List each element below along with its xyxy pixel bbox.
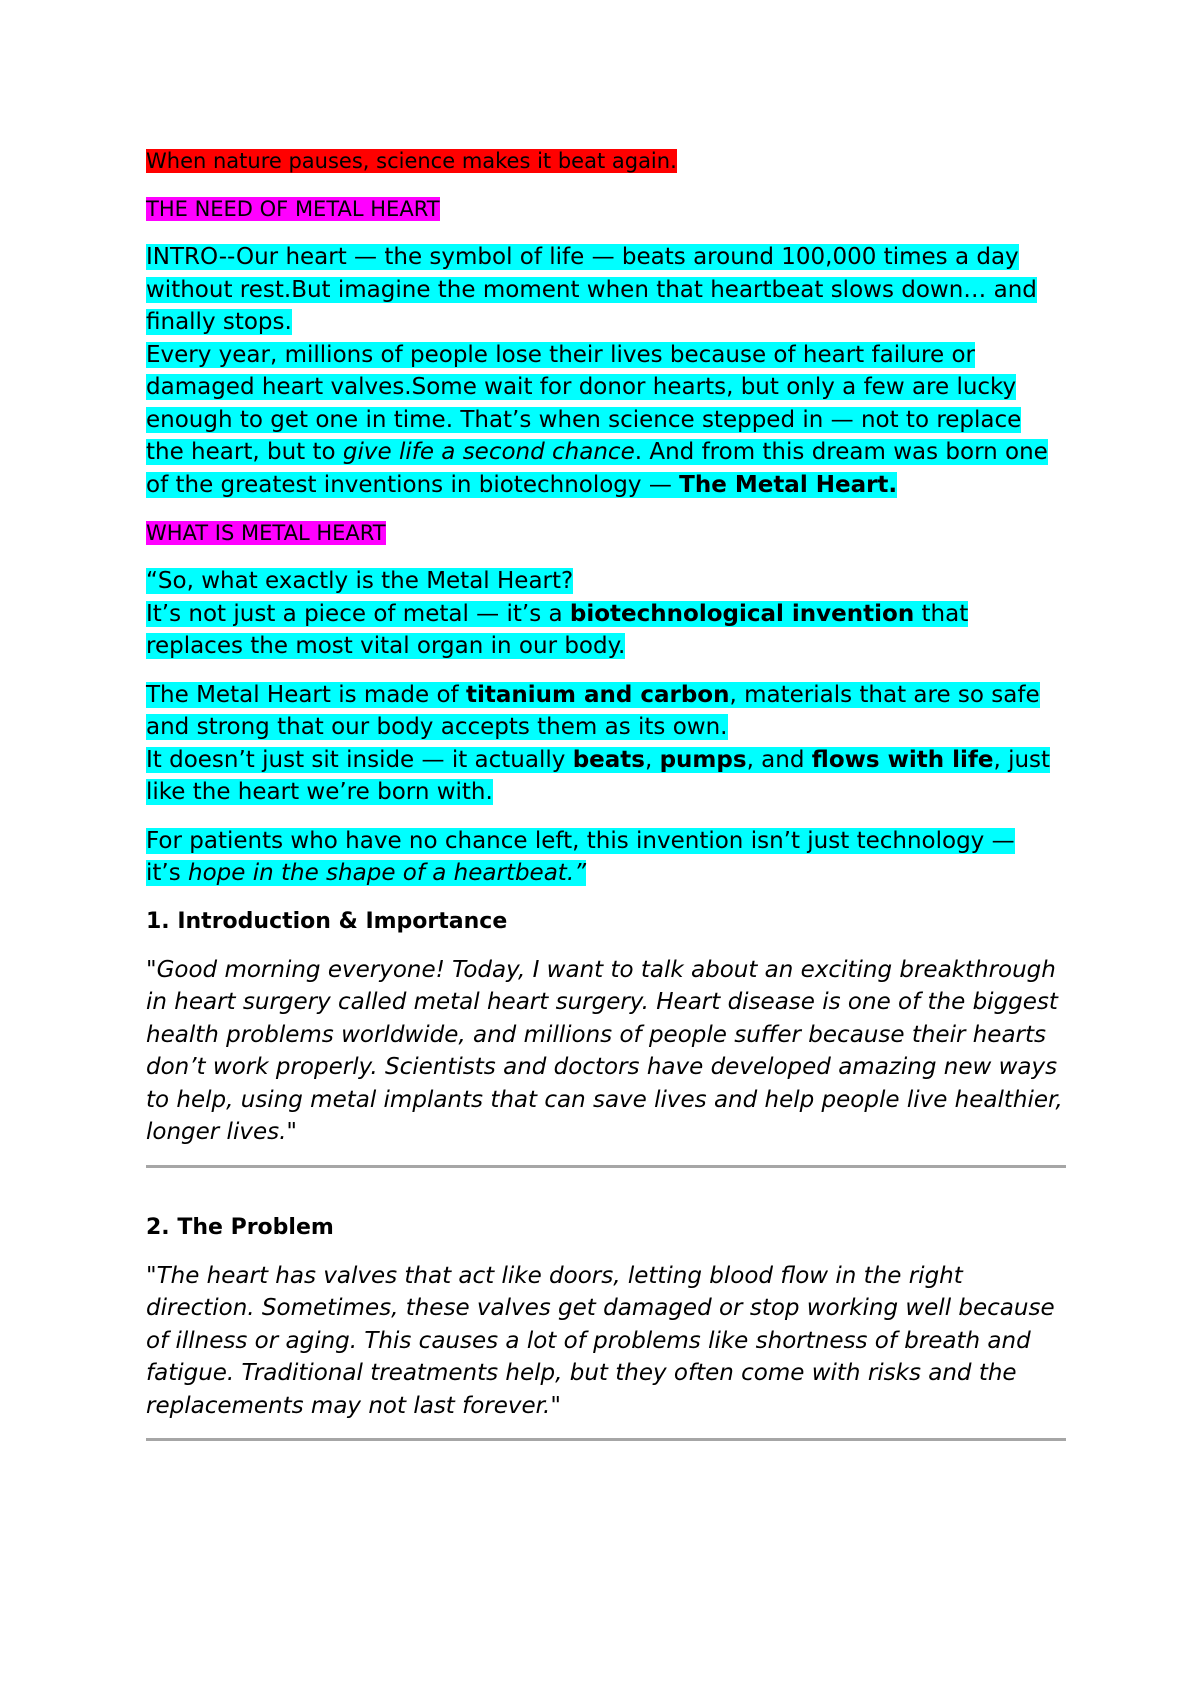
heading-what-text: WHAT IS METAL HEART — [146, 521, 386, 545]
what-p2-bold: titanium and carbon — [465, 681, 730, 708]
what-paragraph-2 — [146, 679, 1066, 744]
what-p1-text-b: that replaces the most vital organ in our body. — [146, 600, 969, 659]
document-body — [146, 145, 1066, 1441]
what-p4-line1: For patients who have no chance left, this invention isn’t just technology — — [146, 827, 1015, 854]
what-p3-bold-1: beats — [572, 746, 645, 773]
what-p3-sep-2: , and — [746, 746, 812, 773]
heading-need-text: THE NEED OF METAL HEART — [146, 197, 440, 221]
what-paragraph-1 — [146, 598, 1066, 663]
what-p3-sep-1: , — [644, 746, 660, 773]
section-1-title: 1. Introduction & Importance — [146, 908, 508, 934]
what-p1-text-a: It’s not just a piece of metal — it’s a — [146, 600, 570, 627]
what-p4-text-a: it’s — [146, 860, 189, 886]
heading-what — [146, 517, 1066, 549]
divider-1 — [146, 1165, 1066, 1168]
what-p3-text-a: It doesn’t just sit inside — it actually — [146, 746, 573, 773]
what-p2-text-a: The Metal Heart is made of — [146, 681, 466, 708]
what-p3-bold-2: pumps — [659, 746, 747, 773]
what-p1-bold: biotechnological invention — [569, 600, 915, 627]
what-p4-italic: hope in the shape of a heartbeat.” — [188, 860, 587, 886]
intro-paragraph-2 — [146, 339, 1066, 502]
what-paragraph-4 — [146, 825, 1066, 858]
what-p1-line1: “So, what exactly is the Metal Heart? — [146, 568, 574, 594]
heading-need — [146, 193, 1066, 225]
intro-p2-bold: The Metal Heart. — [679, 471, 898, 498]
tagline — [146, 145, 1066, 177]
intro-p2-text-b: . And from this dream was born one of the greatest inventions in biotechnology — — [146, 439, 1048, 498]
what-paragraph-3 — [146, 744, 1066, 809]
what-p2-text-b: , materials that are so safe and strong that our body accepts them as its own. — [146, 681, 1040, 740]
intro-p2-italic: give life a second chance — [342, 439, 635, 465]
section-1-quote: "Good morning everyone! Today, I want to talk about an exciting breakthrough in heart surgery called metal heart surgery. Heart disease is one of the biggest health problems worldwide, and millions of people suffer because their hearts don’t work properly. Scientists and doctors have developed amazing new ways to help, using metal implants that can save lives and help people live healthier, longer lives." — [146, 956, 1063, 1145]
section-2-title: 2. The Problem — [146, 1214, 334, 1240]
divider-2 — [146, 1438, 1066, 1441]
tagline-text: When nature pauses, science makes it beat again. — [146, 149, 677, 173]
what-p3-text-b: , just like the heart we’re born with. — [146, 746, 1051, 805]
intro-paragraph-1 — [146, 241, 1066, 339]
what-p3-bold-3: flows with life — [811, 746, 994, 773]
intro-p2-text-a: Every year, millions of people lose their lives because of heart failure or damaged heart valves.Some wait for donor hearts, but only a few are lucky enough to get one in time. That’s when science stepped in — not to replace the heart, but to — [146, 341, 1022, 465]
what-line-1 — [146, 565, 1066, 598]
intro-p1-text: INTRO--Our heart — the symbol of life — beats around 100,000 times a day without rest.But imagine the moment when that heartbeat slows down… and finally stops. — [146, 244, 1037, 335]
what-paragraph-4-end — [146, 857, 1066, 890]
section-2-quote: "The heart has valves that act like doors, letting blood flow in the right direction. Sometimes, these valves get damaged or stop working well because of illness or aging. This causes a lot of problems like shortness of breath and fatigue. Traditional treatments help, but they often come with risks and the replacements may not last forever." — [146, 1262, 1055, 1419]
